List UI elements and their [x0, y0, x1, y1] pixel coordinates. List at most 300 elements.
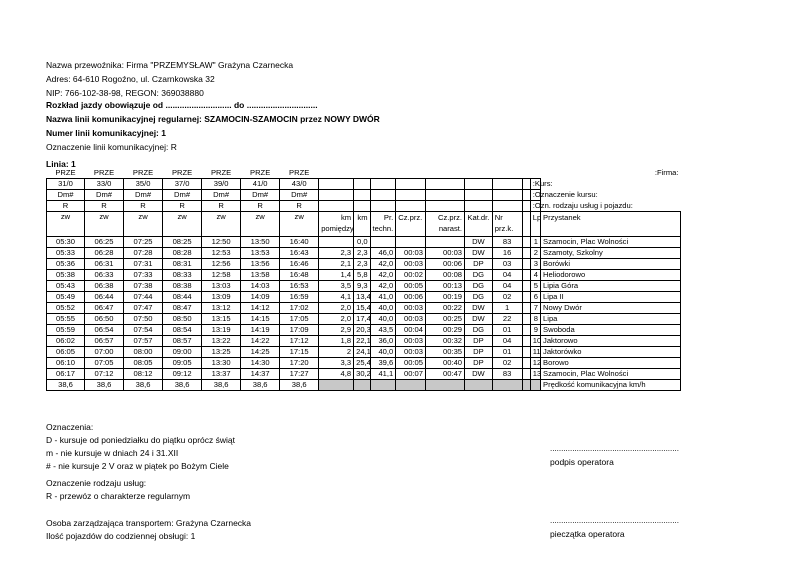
time-cell: 13:09: [202, 292, 241, 303]
km-between-cell: 4,1: [319, 292, 354, 303]
cum-cell: 00:06: [426, 259, 465, 270]
km-total-cell: 13,4: [354, 292, 370, 303]
time-cell: 07:25: [124, 237, 163, 248]
lp-cell: 13: [530, 369, 540, 380]
marks-title: Oznaczenia:: [46, 422, 94, 432]
empty-cell: [319, 190, 354, 201]
time-cell: 17:20: [280, 358, 319, 369]
kind-cell: R: [124, 201, 163, 212]
empty-cell: [492, 201, 522, 212]
km-total-header-line1: km: [357, 213, 368, 222]
kind-cell: R: [85, 201, 124, 212]
empty-cell: [492, 179, 522, 190]
km-between-header-line2: pomiędzy: [321, 224, 354, 233]
time-cell: 08:47: [163, 303, 202, 314]
time-cell: 06:25: [85, 237, 124, 248]
time-cell: 17:02: [280, 303, 319, 314]
cum-cell: 00:13: [426, 281, 465, 292]
stop-row: [47, 248, 681, 259]
empty-cell: [370, 179, 396, 190]
empty-cell: [522, 201, 530, 212]
road-cell: DW: [465, 314, 493, 325]
km-total-cell: 22,1: [354, 336, 370, 347]
time-cell: 08:31: [163, 259, 202, 270]
speed-cell: 42,0: [370, 281, 396, 292]
time-cell: 07:44: [124, 292, 163, 303]
mark-cell: Dm#: [280, 190, 319, 201]
time-cell: 12:56: [202, 259, 241, 270]
time-cell: 14:37: [241, 369, 280, 380]
speed-header: [370, 212, 396, 237]
carrier-cell: PRZE: [210, 168, 232, 177]
cum-header-line1: Cz.prz.: [437, 213, 463, 222]
km-total-cell: 20,3: [354, 325, 370, 336]
time-cell: 07:28: [124, 248, 163, 259]
time-cell: 12:53: [202, 248, 241, 259]
time-cell: 14:25: [241, 347, 280, 358]
course-cell: 41/0: [241, 179, 280, 190]
time-cell: 08:05: [124, 358, 163, 369]
nr-cell: 83: [492, 237, 522, 248]
nr-cell: 04: [492, 336, 522, 347]
empty-cell: [370, 201, 396, 212]
grey-cell: [492, 380, 522, 391]
time-cell: 08:33: [163, 270, 202, 281]
road-header: [465, 212, 493, 237]
empty-cell: [465, 201, 493, 212]
time-cell: 06:05: [47, 347, 85, 358]
time-cell: 05:55: [47, 314, 85, 325]
travel-cell: 00:03: [396, 314, 426, 325]
empty-cell: [354, 179, 370, 190]
stop-name-cell: Borowo: [541, 358, 681, 369]
empty-cell: [522, 325, 530, 336]
lp-cell: 7: [530, 303, 540, 314]
speed-cell: 40,0: [370, 303, 396, 314]
time-cell: 06:28: [85, 248, 124, 259]
day-cell: zw: [202, 212, 241, 237]
timetable: [46, 168, 681, 391]
km-total-cell: 24,1: [354, 347, 370, 358]
empty-cell: [522, 212, 530, 237]
speed-header-line1: Pr.: [383, 213, 394, 222]
time-cell: 17:09: [280, 325, 319, 336]
empty-cell: [522, 347, 530, 358]
time-cell: 06:31: [85, 259, 124, 270]
time-cell: 16:43: [280, 248, 319, 259]
time-cell: 08:57: [163, 336, 202, 347]
cum-cell: 00:08: [426, 270, 465, 281]
mark-cell: Dm#: [163, 190, 202, 201]
empty-cell: [522, 281, 530, 292]
stop-row: [47, 292, 681, 303]
time-cell: 07:00: [85, 347, 124, 358]
cum-cell: [426, 237, 465, 248]
time-cell: 14:09: [241, 292, 280, 303]
empty-cell: [426, 179, 465, 190]
stop-name-cell: Szamocin, Plac Wolności: [541, 237, 681, 248]
mark-cell: Dm#: [202, 190, 241, 201]
road-header-line1: Kat.dr.: [467, 213, 490, 222]
day-cell: zw: [241, 212, 280, 237]
linia-label: Linia: 1: [46, 159, 76, 169]
speed-value-cell: 38,6: [124, 380, 163, 391]
stop-name-cell: Lipia Góra: [541, 281, 681, 292]
course-label: :Kurs:: [530, 179, 540, 190]
time-cell: 06:57: [85, 336, 124, 347]
stop-row: [47, 347, 681, 358]
time-cell: 05:30: [47, 237, 85, 248]
time-cell: 13:19: [202, 325, 241, 336]
time-cell: 08:44: [163, 292, 202, 303]
nr-cell: 02: [492, 292, 522, 303]
mark-cell: Dm#: [85, 190, 124, 201]
time-cell: 05:52: [47, 303, 85, 314]
nr-cell: 01: [492, 347, 522, 358]
course-cell: 35/0: [124, 179, 163, 190]
cum-cell: 00:22: [426, 303, 465, 314]
speed-cell: 43,5: [370, 325, 396, 336]
km-total-cell: 5,8: [354, 270, 370, 281]
time-cell: 17:05: [280, 314, 319, 325]
stop-name-cell: Swoboda: [541, 325, 681, 336]
cum-header-line2: narast.: [438, 224, 463, 233]
nr-cell: 01: [492, 325, 522, 336]
lp-cell: 4: [530, 270, 540, 281]
lp-cell: 10: [530, 336, 540, 347]
speed-cell: 40,0: [370, 347, 396, 358]
time-cell: 16:53: [280, 281, 319, 292]
course-cell: 33/0: [85, 179, 124, 190]
service-legend: [46, 477, 190, 503]
stamp-dots: ..........................................................: [550, 516, 679, 525]
time-cell: 06:44: [85, 292, 124, 303]
empty-cell: [319, 179, 354, 190]
road-cell: DG: [465, 270, 493, 281]
day-cell: zw: [124, 212, 163, 237]
empty-cell: [522, 358, 530, 369]
stop-row: [47, 325, 681, 336]
time-cell: 08:28: [163, 248, 202, 259]
carrier-header: [46, 58, 293, 100]
course-row: [47, 179, 681, 190]
kind-cell: R: [163, 201, 202, 212]
speed-cell: 41,1: [370, 369, 396, 380]
speed-value-cell: 38,6: [241, 380, 280, 391]
time-cell: 07:57: [124, 336, 163, 347]
stop-row: [47, 281, 681, 292]
mark-d: D - kursuje od poniedziałku do piątku oprócz świąt: [46, 435, 235, 445]
empty-cell: [426, 190, 465, 201]
time-cell: 13:25: [202, 347, 241, 358]
operator-info: [46, 517, 251, 543]
empty-cell: [522, 292, 530, 303]
empty-cell: [492, 190, 522, 201]
nr-cell: 16: [492, 248, 522, 259]
carrier-address: Adres: 64-610 Rogoźno, ul. Czarnkowska 32: [46, 74, 215, 84]
time-cell: 06:50: [85, 314, 124, 325]
km-between-cell: 1,4: [319, 270, 354, 281]
grey-cell: [354, 380, 370, 391]
stop-name-cell: Borówki: [541, 259, 681, 270]
empty-cell: [522, 270, 530, 281]
km-between-cell: 3,3: [319, 358, 354, 369]
stop-name-cell: Nowy Dwór: [541, 303, 681, 314]
travel-header-line1: Cz.prz.: [398, 213, 423, 222]
speed-cell: 39,6: [370, 358, 396, 369]
cum-header: [426, 212, 465, 237]
time-cell: 14:12: [241, 303, 280, 314]
time-cell: 06:38: [85, 281, 124, 292]
time-cell: 09:05: [163, 358, 202, 369]
nr-cell: 83: [492, 369, 522, 380]
speed-cell: [370, 237, 396, 248]
km-total-cell: 15,4: [354, 303, 370, 314]
carrier-label: :Firma:: [654, 168, 679, 177]
lp-header-line1: Lp: [532, 213, 542, 222]
speed-value-cell: 38,6: [202, 380, 241, 391]
route-info: [46, 98, 380, 154]
nr-cell: 03: [492, 259, 522, 270]
day-cell: zw: [85, 212, 124, 237]
mark-cell: Dm#: [124, 190, 163, 201]
time-cell: 05:59: [47, 325, 85, 336]
manager-line: Osoba zarządzająca transportem: Grażyna Czarnecka: [46, 518, 252, 528]
time-cell: 14:03: [241, 281, 280, 292]
empty-cell: [396, 201, 426, 212]
empty-cell: [522, 190, 530, 201]
km-between-cell: 2,0: [319, 314, 354, 325]
km-between-cell: 4,8: [319, 369, 354, 380]
column-header-row: [47, 212, 681, 237]
stop-name-cell: Lipa II: [541, 292, 681, 303]
cum-cell: 00:03: [426, 248, 465, 259]
travel-cell: 00:05: [396, 281, 426, 292]
road-cell: DW: [465, 369, 493, 380]
time-cell: 12:58: [202, 270, 241, 281]
road-cell: DP: [465, 259, 493, 270]
stop-row: [47, 358, 681, 369]
travel-cell: 00:03: [396, 248, 426, 259]
day-cell: zw: [280, 212, 319, 237]
time-cell: 17:15: [280, 347, 319, 358]
speed-label: Prędkość komunikacyjna km/h: [541, 380, 681, 391]
cum-cell: 00:35: [426, 347, 465, 358]
empty-cell: [522, 314, 530, 325]
time-cell: 05:43: [47, 281, 85, 292]
kind-cell: R: [47, 201, 85, 212]
grey-cell: [530, 380, 540, 391]
speed-value-cell: 38,6: [85, 380, 124, 391]
grey-cell: [426, 380, 465, 391]
time-cell: 07:05: [85, 358, 124, 369]
day-cell: zw: [47, 212, 85, 237]
time-cell: 13:56: [241, 259, 280, 270]
nr-header-line1: Nr: [494, 213, 503, 222]
time-cell: 16:59: [280, 292, 319, 303]
km-between-cell: [319, 237, 354, 248]
lp-cell: 8: [530, 314, 540, 325]
empty-cell: [522, 237, 530, 248]
time-cell: 13:03: [202, 281, 241, 292]
time-cell: 06:02: [47, 336, 85, 347]
line-mark: Oznaczenie linii komunikacyjnej: R: [46, 142, 177, 152]
carrier-cell: PRZE: [132, 168, 154, 177]
course-cell: 37/0: [163, 179, 202, 190]
time-cell: 13:50: [241, 237, 280, 248]
time-cell: 13:58: [241, 270, 280, 281]
speed-header-line2: techn.: [372, 224, 394, 233]
speed-cell: 40,0: [370, 314, 396, 325]
carrier-name: Nazwa przewoźnika: Firma "PRZEMYSŁAW" Grażyna Czarnecka: [46, 60, 294, 70]
travel-cell: 00:03: [396, 347, 426, 358]
empty-cell: [465, 179, 493, 190]
mark-cell: Dm#: [241, 190, 280, 201]
road-cell: DW: [465, 303, 493, 314]
time-cell: 06:17: [47, 369, 85, 380]
carrier-cell: PRZE: [250, 168, 271, 177]
empty-cell: [426, 201, 465, 212]
km-total-cell: 30,2: [354, 369, 370, 380]
km-between-cell: 2,9: [319, 325, 354, 336]
km-total-cell: 17,4: [354, 314, 370, 325]
time-cell: 08:50: [163, 314, 202, 325]
stop-row: [47, 303, 681, 314]
time-cell: 05:38: [47, 270, 85, 281]
lp-cell: 9: [530, 325, 540, 336]
km-between-cell: 1,8: [319, 336, 354, 347]
kind-row: [47, 201, 681, 212]
km-total-cell: 25,4: [354, 358, 370, 369]
grey-cell: [319, 380, 354, 391]
speed-cell: 46,0: [370, 248, 396, 259]
km-between-cell: 2,3: [319, 248, 354, 259]
lp-cell: 3: [530, 259, 540, 270]
course-cell: 43/0: [280, 179, 319, 190]
km-between-cell: 2,1: [319, 259, 354, 270]
time-cell: 06:33: [85, 270, 124, 281]
km-total-cell: 9,3: [354, 281, 370, 292]
km-total-cell: 2,3: [354, 259, 370, 270]
speed-value-cell: 38,6: [280, 380, 319, 391]
nr-cell: 04: [492, 281, 522, 292]
km-total-header: [354, 212, 370, 237]
lp-header: [530, 212, 540, 237]
empty-cell: [319, 201, 354, 212]
nr-header-line2: prz.k.: [494, 224, 514, 233]
time-cell: 13:22: [202, 336, 241, 347]
time-cell: 17:27: [280, 369, 319, 380]
carrier-row: [47, 168, 681, 179]
stop-header: [541, 212, 681, 237]
time-cell: 14:19: [241, 325, 280, 336]
nr-cell: 22: [492, 314, 522, 325]
road-cell: DG: [465, 281, 493, 292]
stop-row: [47, 336, 681, 347]
time-cell: 13:53: [241, 248, 280, 259]
empty-cell: [522, 303, 530, 314]
marks-legend: [46, 421, 235, 473]
carrier-cell: PRZE: [55, 168, 76, 177]
course-cell: 31/0: [47, 179, 85, 190]
time-cell: 13:30: [202, 358, 241, 369]
grey-cell: [522, 380, 530, 391]
time-cell: 14:22: [241, 336, 280, 347]
nr-cell: 04: [492, 270, 522, 281]
stop-row: [47, 369, 681, 380]
road-cell: DW: [465, 237, 493, 248]
empty-cell: [396, 179, 426, 190]
time-cell: 07:38: [124, 281, 163, 292]
stop-name-cell: Jaktorówko: [541, 347, 681, 358]
empty-cell: [522, 336, 530, 347]
stop-row: [47, 259, 681, 270]
empty-cell: [522, 369, 530, 380]
cum-cell: 00:25: [426, 314, 465, 325]
mark-row: [47, 190, 681, 201]
speed-cell: 41,0: [370, 292, 396, 303]
km-between-header: [319, 212, 354, 237]
stop-name-cell: Lipa: [541, 314, 681, 325]
lp-cell: 1: [530, 237, 540, 248]
speed-value-cell: 38,6: [163, 380, 202, 391]
lp-cell: 12: [530, 358, 540, 369]
travel-cell: 00:06: [396, 292, 426, 303]
km-total-cell: 0,0: [354, 237, 370, 248]
empty-cell: [522, 248, 530, 259]
time-cell: 07:12: [85, 369, 124, 380]
empty-cell: [522, 259, 530, 270]
vehicles-line: Ilość pojazdów do codziennej obsługi: 1: [46, 531, 196, 541]
nr-cell: 02: [492, 358, 522, 369]
nr-cell: 1: [492, 303, 522, 314]
stop-row: [47, 314, 681, 325]
cum-cell: 00:47: [426, 369, 465, 380]
line-name: Nazwa linii komunikacyjnej regularnej: SZAMOCIN-SZAMOCIN przez NOWY DWÓR: [46, 114, 380, 124]
travel-cell: 00:03: [396, 336, 426, 347]
road-cell: DP: [465, 358, 493, 369]
lp-cell: 11: [530, 347, 540, 358]
grey-cell: [465, 380, 493, 391]
road-cell: DG: [465, 292, 493, 303]
travel-cell: 00:03: [396, 303, 426, 314]
stop-header-line1: Przystanek: [543, 213, 581, 222]
empty-cell: [522, 179, 530, 190]
carrier-nip: NIP: 766-102-38-98, REGON: 369038880: [46, 88, 204, 98]
empty-cell: [396, 190, 426, 201]
km-between-cell: 2: [319, 347, 354, 358]
empty-cell: [465, 190, 493, 201]
time-cell: 06:54: [85, 325, 124, 336]
service-title: Oznaczenie rodzaju usług:: [46, 478, 147, 488]
mark-hash: # - nie kursuje 2 V oraz w piątek po Bożym Ciele: [46, 461, 229, 471]
km-between-header-line1: km: [340, 213, 352, 222]
sign-operator: podpis operatora: [550, 457, 614, 467]
course-cell: 39/0: [202, 179, 241, 190]
stop-name-cell: Jaktorowo: [541, 336, 681, 347]
time-cell: 16:46: [280, 259, 319, 270]
nr-header: [492, 212, 522, 237]
km-between-cell: 2,0: [319, 303, 354, 314]
stamp-operator: pieczątka operatora: [550, 529, 625, 539]
km-total-cell: 2,3: [354, 248, 370, 259]
stop-name-cell: Heliodorowo: [541, 270, 681, 281]
time-cell: 05:33: [47, 248, 85, 259]
speed-cell: 36,0: [370, 336, 396, 347]
time-cell: 06:47: [85, 303, 124, 314]
road-cell: DP: [465, 347, 493, 358]
speed-cell: 42,0: [370, 270, 396, 281]
